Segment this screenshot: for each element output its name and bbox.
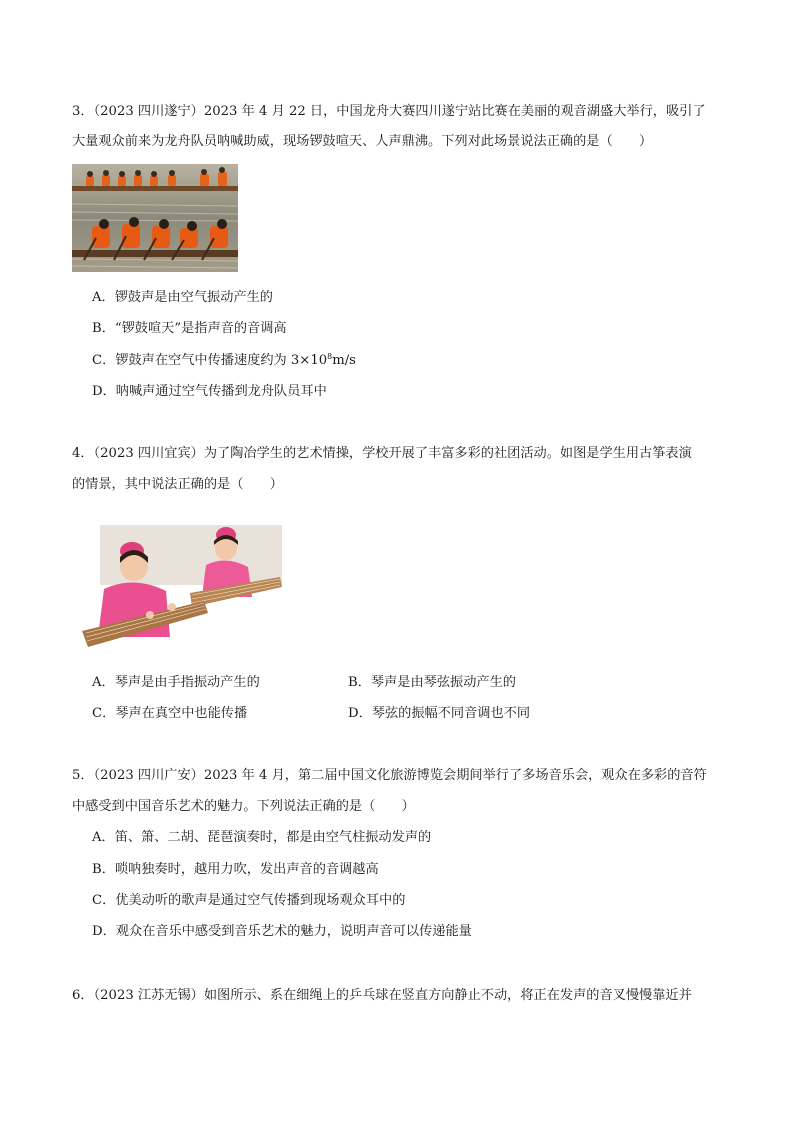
q5-option-d: D．观众在音乐中感受到音乐艺术的魅力，说明声音可以传递能量 xyxy=(92,924,472,939)
q3-stem-line-2: 大量观众前来为龙舟队员呐喊助威，现场锣鼓喧天、人声鼎沸。下列对此场景说法正确的是（ ） xyxy=(72,134,653,149)
q5-option-b: B．唢呐独奏时，越用力吹，发出声音的音调越高 xyxy=(92,862,379,877)
dragon-boat-photo xyxy=(72,164,238,272)
q5-option-a: A．笛、箫、二胡、琵琶演奏时，都是由空气柱振动发声的 xyxy=(92,830,432,845)
q6-stem-line-1: 6．（2023 江苏无锡）如图所示、系在细绳上的乒乓球在竖直方向静止不动，将正在发声的音叉慢慢靠近并 xyxy=(72,988,692,1003)
q4-option-d: D．琴弦的振幅不同音调也不同 xyxy=(348,706,531,721)
q4-stem-line-1: 4．（2023 四川宜宾）为了陶冶学生的艺术情操，学校开展了丰富多彩的社团活动。如图是学生用古筝表演 xyxy=(72,446,692,461)
q3-option-c-unit: m/s xyxy=(332,353,356,368)
guzheng-photo xyxy=(80,515,282,650)
q3-option-c-exponent: 8 xyxy=(327,352,333,361)
q4-option-a: A．琴声是由手指振动产生的 xyxy=(92,675,260,690)
q3-option-c-prefix: C．锣鼓声在空气中传播速度约为 3×10 xyxy=(92,353,328,368)
q3-stem-line-1: 3．（2023 四川遂宁）2023 年 4 月 22 日，中国龙舟大赛四川遂宁站比赛在美丽的观音湖盛大举行，吸引了 xyxy=(72,104,706,119)
q4-option-c: C．琴声在真空中也能传播 xyxy=(92,706,248,721)
q5-stem-line-2: 中感受到中国音乐艺术的魅力。下列说法正确的是（ ） xyxy=(72,799,415,814)
dragon-boat-image xyxy=(72,164,238,272)
q5-stem-line-1: 5．（2023 四川广安）2023 年 4 月，第二届中国文化旅游博览会期间举行了多场音乐会，观众在多彩的音符 xyxy=(72,768,707,783)
q4-stem-line-2: 的情景，其中说法正确的是（ ） xyxy=(72,477,283,492)
q5-option-c: C．优美动听的歌声是通过空气传播到现场观众耳中的 xyxy=(92,893,406,908)
q4-option-b: B．琴声是由琴弦振动产生的 xyxy=(348,675,516,690)
q3-option-b: B．“锣鼓喧天”是指声音的音调高 xyxy=(92,321,287,336)
q3-option-a: A．锣鼓声是由空气振动产生的 xyxy=(92,290,273,305)
guzheng-image xyxy=(80,515,282,650)
q3-option-d: D．呐喊声通过空气传播到龙舟队员耳中 xyxy=(92,384,327,399)
q3-option-c xyxy=(92,352,356,370)
